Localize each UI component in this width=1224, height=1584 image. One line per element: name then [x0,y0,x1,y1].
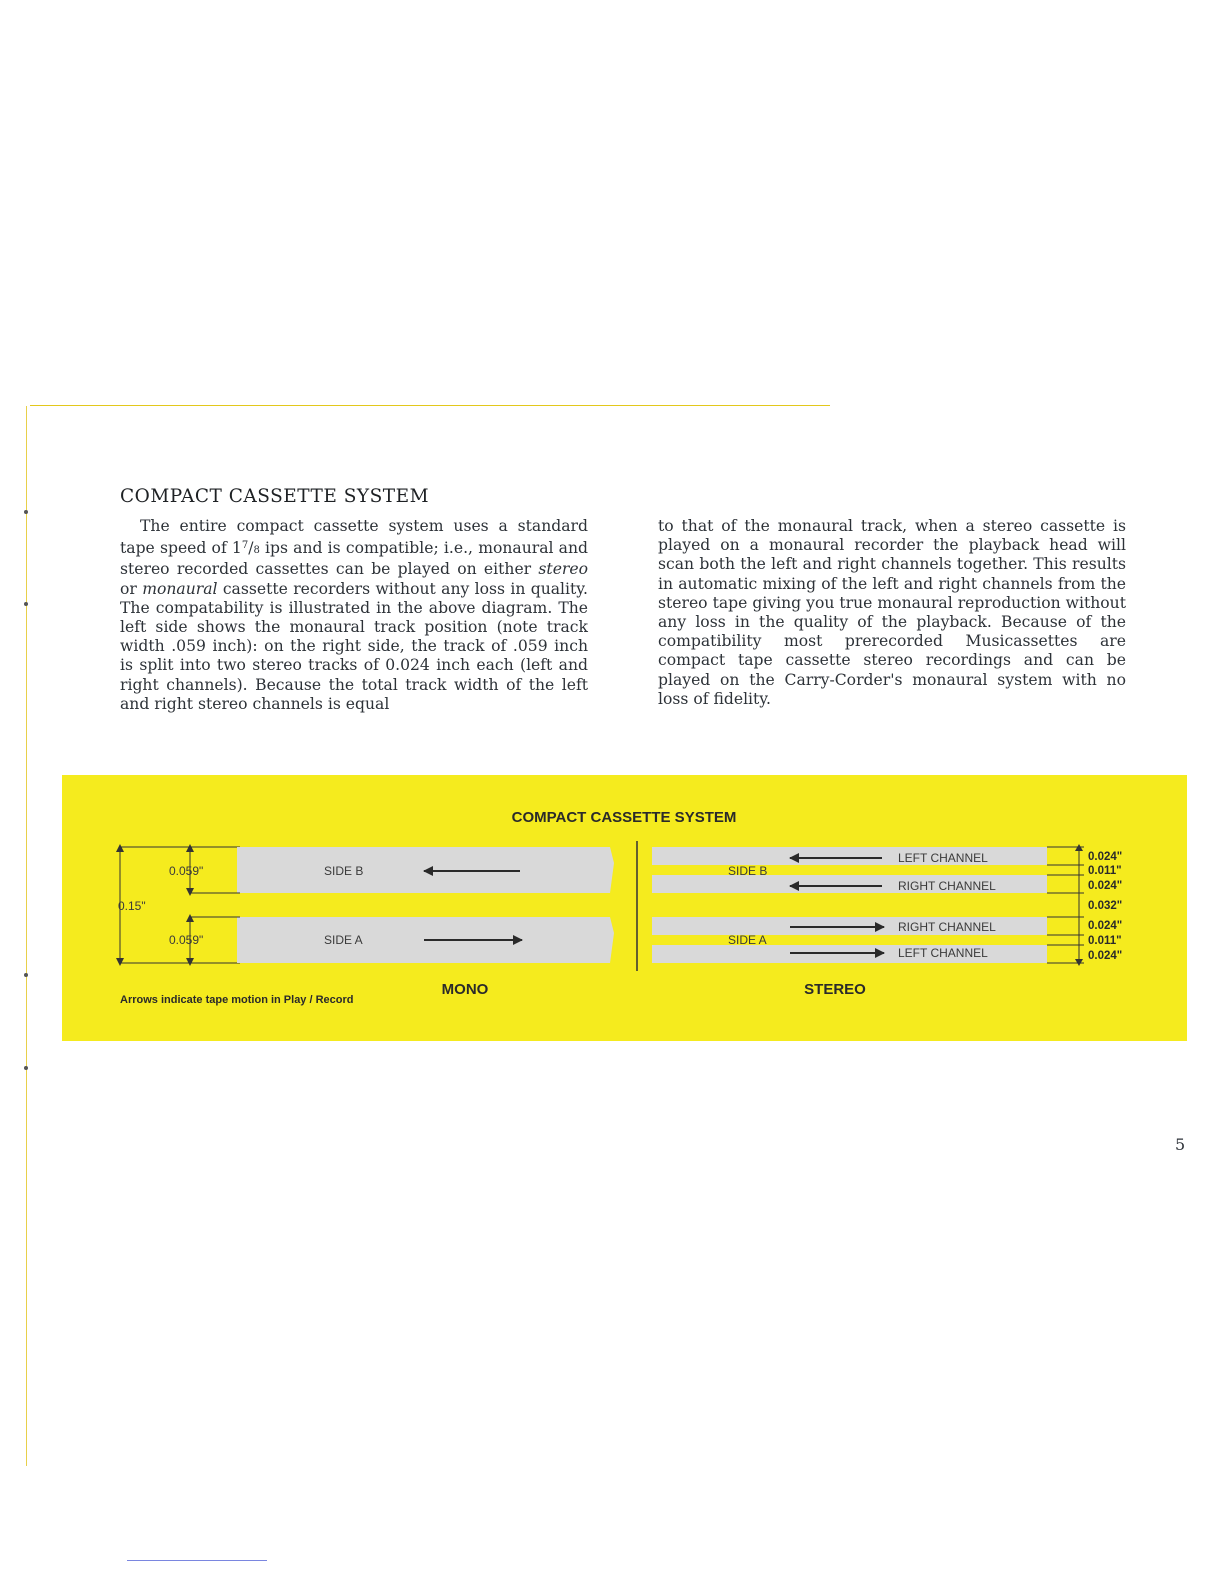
bottom-rule [127,1560,267,1561]
stereo-panel [652,844,1122,998]
dim-1: 0.024" [1088,851,1123,863]
dim-6: 0.011" [1088,935,1122,947]
body-paragraph-right: to that of the monaural track, when a stereo cassette is played on a monaural recorder the playback head will scan both the left and right channels together. This results in automatic mixing of the left and right channels from the stereo tape giving you true monaural reproduction without any loss in the quality of the playback. Because of the compatibility most prerecorded Musicassettes are compact tape cassette stereo recordings and can be played on the Carry-Corder's monaural system with no loss of fidelity. [658,517,1126,708]
mono-panel [116,844,614,998]
body-paragraph-left: The entire compact cassette system uses a standard tape speed of $1^7/8$ ips and is compatible; i.e., monaural and stereo recorded cassettes can be played on either stereo or monaural cassette recorders without any loss in quality. The compatability is illustrated in the above diagram. The left side shows the monaural track position (note track width .059 inch): on the right side, the track of .059 inch is split into two stereo tracks of 0.024 inch each (left and right channels). Because the total track width of the left and right stereo channels is equal [120,517,588,713]
stereo-a-right-channel: RIGHT CHANNEL [898,920,996,934]
diagram-title: COMPACT CASSETTE SYSTEM [511,809,737,826]
mono-total-width: 0.15" [118,899,146,913]
mono-side-b-width: 0.059" [169,864,204,878]
dim-2: 0.011" [1088,865,1122,877]
stereo-a-left-channel: LEFT CHANNEL [898,946,988,960]
stereo-side-b-label: SIDE B [728,864,768,878]
stereo-b-left-channel: LEFT CHANNEL [898,851,988,865]
page-number: 5 [1175,1135,1186,1154]
dim-4: 0.032" [1088,900,1123,912]
dim-7: 0.024" [1088,950,1123,962]
section-heading: COMPACT CASSETTE SYSTEM [120,486,430,507]
mono-side-b-label: SIDE B [324,864,364,878]
stereo-b-right-channel: RIGHT CHANNEL [898,879,996,893]
cassette-diagram [62,775,1187,1041]
margin-mark [24,1066,28,1070]
margin-mark [24,510,28,514]
stereo-label: STEREO [804,981,866,998]
dim-3: 0.024" [1088,880,1123,892]
mono-label: MONO [441,981,489,998]
diagram-caption: Arrows indicate tape motion in Play / Record [120,994,354,1006]
stereo-side-a-label: SIDE A [728,933,767,947]
margin-mark [24,602,28,606]
mono-side-a-width: 0.059" [169,933,204,947]
mono-side-a-label: SIDE A [324,933,363,947]
margin-mark [24,973,28,977]
cassette-diagram-svg [62,775,1187,1041]
dim-5: 0.024" [1088,920,1123,932]
top-rule [30,405,830,406]
left-margin-rule [26,406,27,1466]
